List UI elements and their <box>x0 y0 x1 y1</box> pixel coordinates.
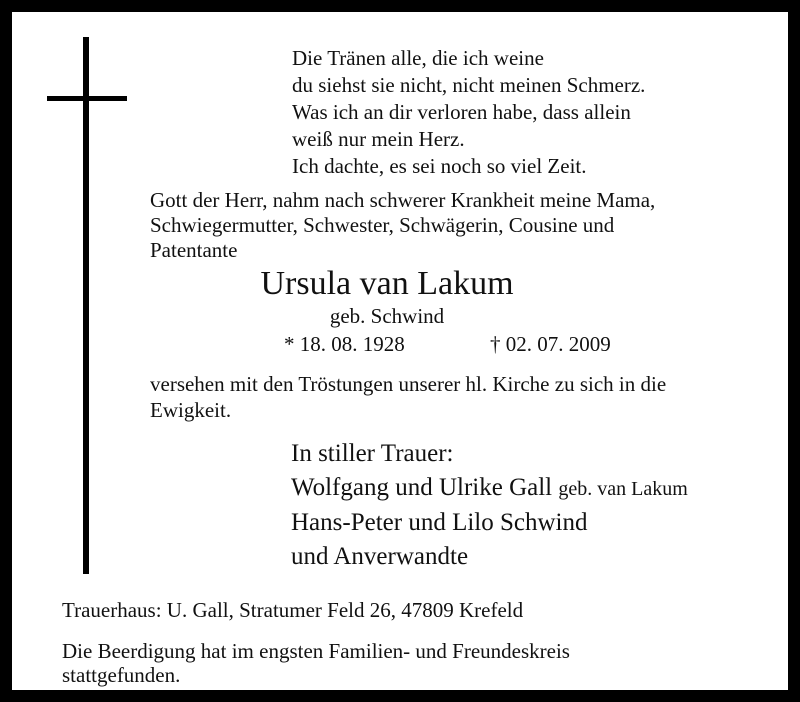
rites-line: Ewigkeit. <box>150 398 232 422</box>
poem <box>292 45 645 180</box>
intro-text <box>150 188 655 263</box>
poem-line: du siehst sie nicht, nicht meinen Schmerz. <box>292 73 646 97</box>
birth-name: geb. Schwind <box>329 304 445 328</box>
intro-line: Patentante <box>150 238 238 262</box>
rites-line: versehen mit den Tröstungen unserer hl. Kirche zu sich in die <box>150 372 667 396</box>
birth-date: * 18. 08. 1928 <box>284 332 405 356</box>
mourner-line: Hans-Peter und Lilo Schwind <box>291 509 588 536</box>
death-date: † 02. 07. 2009 <box>490 332 611 356</box>
mourners-heading: In stiller Trauer: <box>291 440 454 467</box>
mourner-line: und Anverwandte <box>291 543 469 570</box>
deceased-name: Ursula van Lakum <box>260 265 514 302</box>
poem-line: Die Tränen alle, die ich weine <box>292 46 544 70</box>
funeral-note <box>62 639 570 687</box>
intro-line: Schwiegermutter, Schwester, Schwägerin, Cousine und <box>150 213 615 237</box>
obituary-card <box>12 12 788 690</box>
mourner-birth-note: geb. van Lakum <box>558 478 688 500</box>
funeral-line: stattgefunden. <box>62 663 181 687</box>
poem-line: Was ich an dir verloren habe, dass allein <box>292 100 631 124</box>
poem-line: Ich dachte, es sei noch so viel Zeit. <box>292 154 587 178</box>
rites-text <box>150 371 666 423</box>
mourner-names: Wolfgang und Ulrike Gall <box>291 474 553 501</box>
mourners <box>291 437 688 574</box>
funeral-line: Die Beerdigung hat im engsten Familien- und Freundeskreis <box>62 639 570 663</box>
cross-icon-bar <box>47 96 127 101</box>
mourner-line <box>291 471 688 506</box>
mourning-house-address: Trauerhaus: U. Gall, Stratumer Feld 26, 47809 Krefeld <box>62 598 524 622</box>
intro-line: Gott der Herr, nahm nach schwerer Krankheit meine Mama, <box>150 188 656 212</box>
poem-line: weiß nur mein Herz. <box>292 127 465 151</box>
